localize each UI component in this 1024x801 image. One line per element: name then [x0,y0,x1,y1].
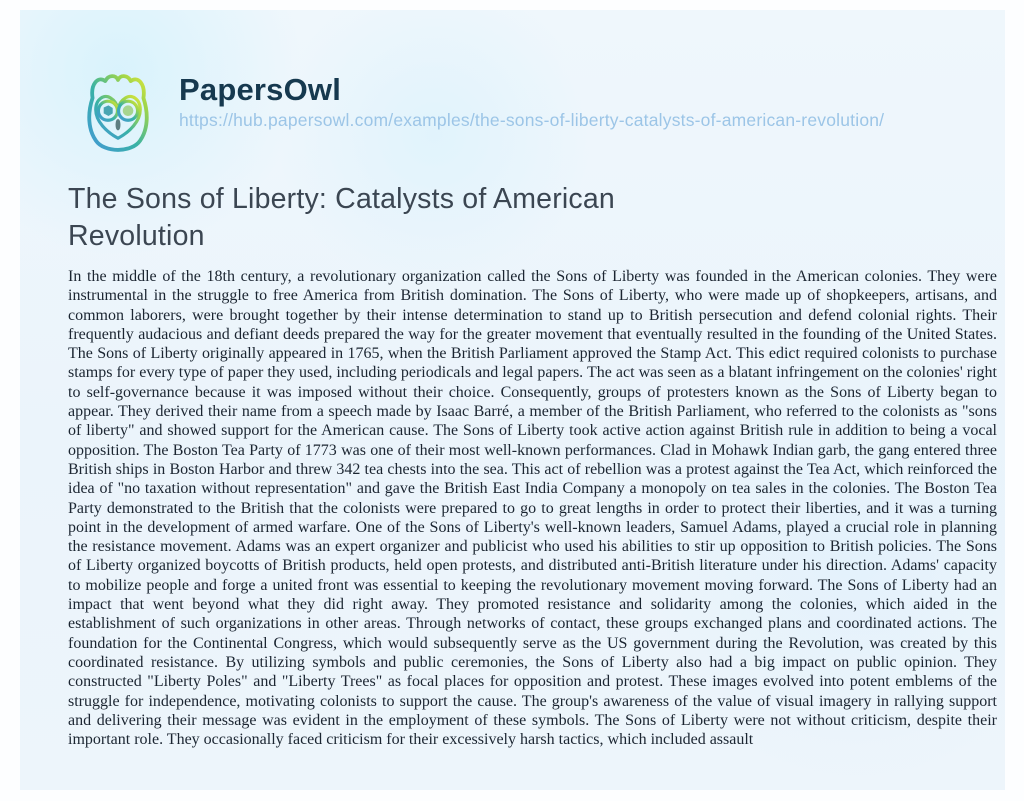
brand-block [179,63,884,131]
content-card [20,10,1005,790]
brand-wordmark[interactable]: PapersOwl [179,72,342,107]
source-url-link[interactable]: https://hub.papersowl.com/examples/the-sons-of-liberty-catalysts-of-american-revolution/ [179,110,885,130]
papersowl-owl-logo-icon[interactable] [65,63,171,169]
site-header [65,63,884,169]
page-title: The Sons of Liberty: Catalysts of American Revolution [68,183,615,252]
essay-body-text: In the middle of the 18th century, a revolutionary organization called the Sons of Liberty was founded in the American colonies. They were instrumental in the struggle to free America from British domination. The Sons of Liberty, who were made up of shopkeepers, artisans, and common laborers, were brought together by their intense determination to stand up to British persecution and defend colonial rights. Their frequently audacious and defiant deeds prepared the way for the greater movement that eventually resulted in the founding of the United States. The Sons of Liberty originally appeared in 1765, when the British Parliament approved the Stamp Act. This edict required colonists to purchase stamps for every type of paper they used, including periodicals and legal papers. The act was seen as a blatant infringement on the colonies' right to self-governance because it was imposed without their choice. Consequently, groups of protesters known as the Sons of Liberty began to appear. They derived their name from a speech made by Isaac Barré, a member of the British Parliament, who referred to the colonists as "sons of liberty" and showed support for the American cause. The Sons of Liberty took active action against British rule in addition to being a vocal opposition. The Boston Tea Party of 1773 was one of their most well-known performances. Clad in Mohawk Indian garb, the gang entered three British ships in Boston Harbor and threw 342 tea chests into the sea. This act of rebellion was a protest against the Tea Act, which reinforced the idea of "no taxation without representation" and gave the British East India Company a monopoly on tea sales in the colonies. The Boston Tea Party demonstrated to the British that the colonists were prepared to go to great lengths in order to protect their liberties, and it was a turning point in the development of armed warfare. One of the Sons of Liberty's well-known leaders, Samuel Adams, played a crucial role in planning the resistance movement. Adams was an expert organizer and publicist who used his abilities to stir up opposition to British policies. The Sons of Liberty organized boycotts of British products, held open protests, and distributed anti-British literature under his direction. Adams' capacity to mobilize people and forge a united front was essential to keeping the revolutionary movement moving forward. The Sons of Liberty had an impact that went beyond what they did right away. They promoted resistance and solidarity among the colonies, which aided in the establishment of such organizations in other areas. Through networks of contact, these groups exchanged plans and coordinated actions. The foundation for the Continental Congress, which would subsequently serve as the US government during the Revolution, was created by this coordinated resistance. By utilizing symbols and public ceremonies, the Sons of Liberty also had a big impact on public opinion. They constructed "Liberty Poles" and "Liberty Trees" as focal places for opposition and protest. These images evolved into potent emblems of the struggle for independence, motivating colonists to support the cause. The group's awareness of the value of visual imagery in rallying support and delivering their message was evident in the employment of these symbols. The Sons of Liberty were not without criticism, despite their important role. They occasionally faced criticism for their excessively harsh tactics, which included assault [68,268,997,749]
